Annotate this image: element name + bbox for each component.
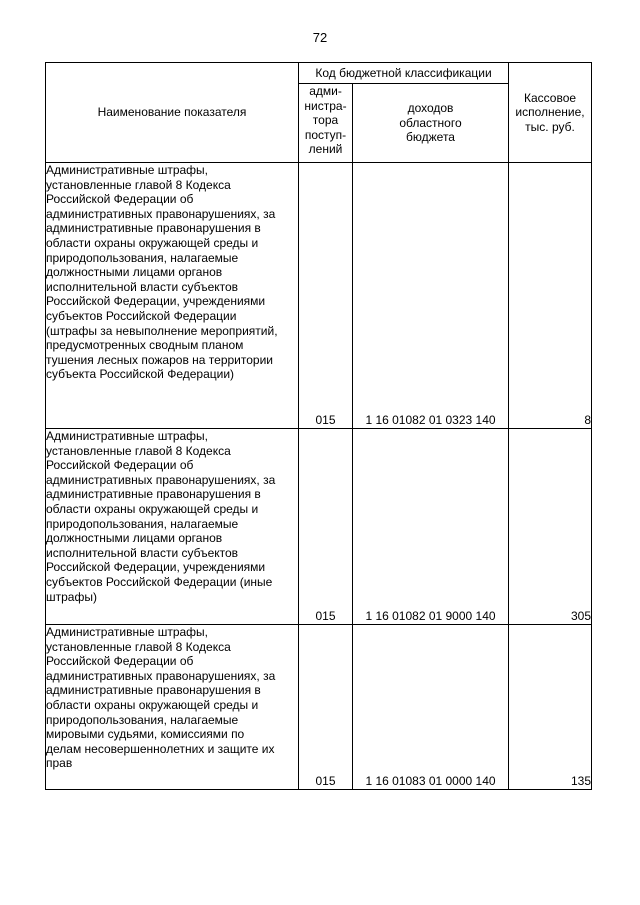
- header-name: Наименование показателя: [46, 63, 299, 163]
- row-revenue-code: 1 16 01082 01 0323 140: [353, 163, 509, 429]
- row-name: Административные штрафы, установленные главой 8 Кодекса Российской Федерации об административных правонарушениях, за административные правонарушения в области охраны окружающей среды и природопользования, налагаемые должностными лицами органов исполнительной власти субъектов Российской Федерации, учреждениями субъектов Российской Федерации (штрафы за невыполнение мероприятий, предусмотренных сводным планом тушения лесных пожаров на территории субъекта Российской Федерации): [46, 163, 299, 429]
- header-administrator: адми- нистра- тора поступ- лений: [299, 84, 353, 163]
- row-revenue-code: 1 16 01082 01 9000 140: [353, 429, 509, 625]
- row-administrator-code: 015: [299, 625, 353, 790]
- row-name: Административные штрафы, установленные главой 8 Кодекса Российской Федерации об административных правонарушениях, за административные правонарушения в области охраны окружающей среды и природопользования, налагаемые должностными лицами органов исполнительной власти субъектов Российской Федерации, учреждениями субъектов Российской Федерации (иные штрафы): [46, 429, 299, 625]
- row-administrator-code: 015: [299, 163, 353, 429]
- row-cash-amount: 8: [509, 163, 592, 429]
- page-number: 72: [312, 30, 328, 45]
- table-row: [46, 625, 592, 790]
- row-revenue-code: 1 16 01083 01 0000 140: [353, 625, 509, 790]
- budget-table: [45, 62, 592, 790]
- row-cash-amount: 135: [509, 625, 592, 790]
- header-revenue-code: доходов областного бюджета: [353, 84, 509, 163]
- row-cash-amount: 305: [509, 429, 592, 625]
- header-cash-execution: Кассовое исполнение, тыс. руб.: [509, 63, 592, 163]
- header-classification-group: Код бюджетной классификации: [299, 63, 509, 84]
- row-administrator-code: 015: [299, 429, 353, 625]
- table-row: [46, 163, 592, 429]
- table-row: [46, 429, 592, 625]
- row-name: Административные штрафы, установленные главой 8 Кодекса Российской Федерации об административных правонарушениях, за административные правонарушения в области охраны окружающей среды и природопользования, налагаемые мировыми судьями, комиссиями по делам несовершеннолетних и защите их прав: [46, 625, 299, 790]
